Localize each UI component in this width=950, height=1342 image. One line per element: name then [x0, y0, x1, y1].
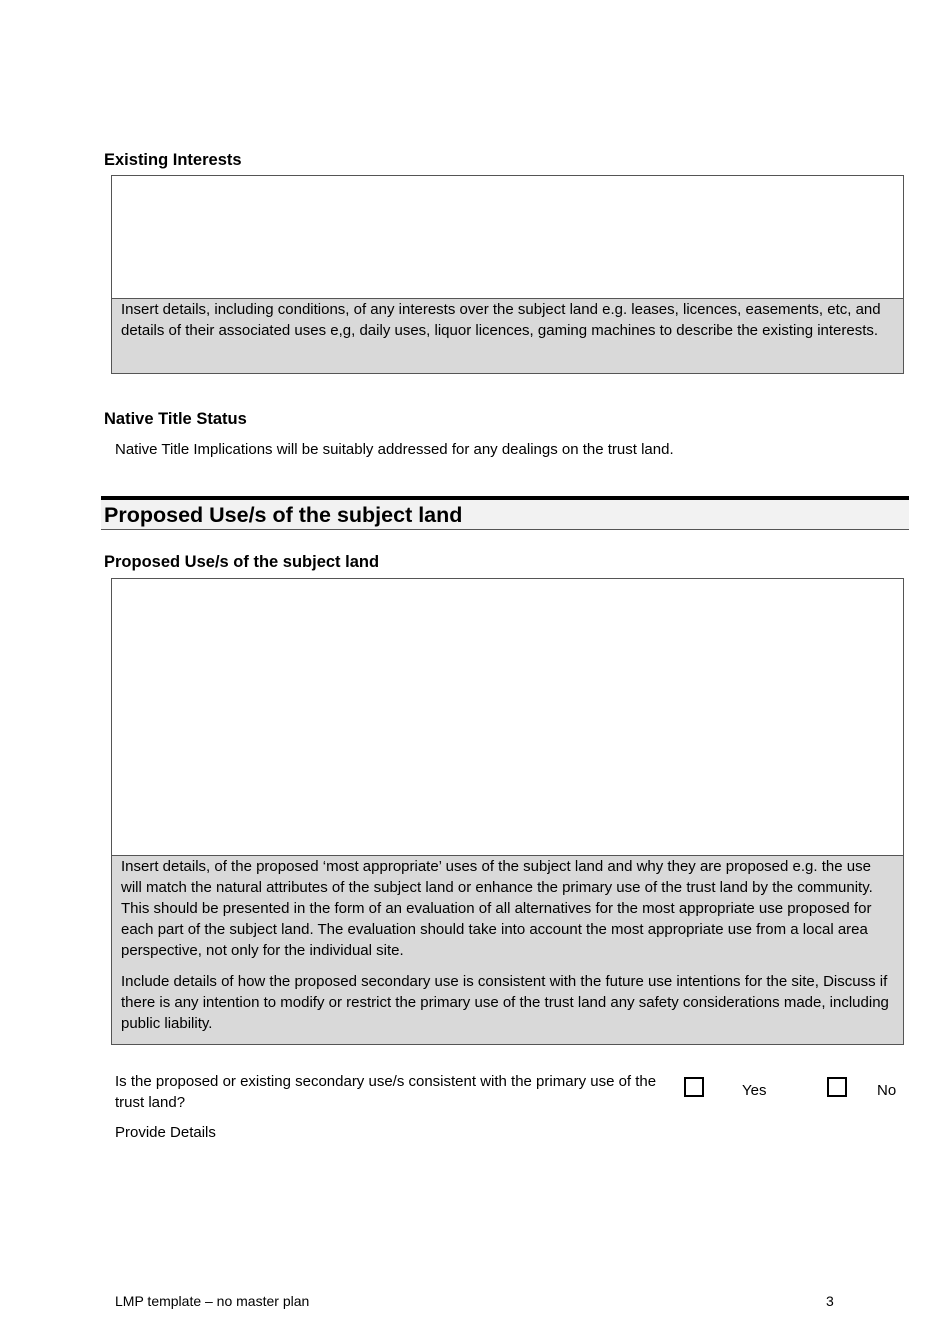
- consistency-question: Is the proposed or existing secondary use/s consistent with the primary use of the trust land?: [115, 1073, 657, 1111]
- existing-interests-box: [111, 175, 904, 374]
- existing-interests-instruction: [112, 298, 903, 373]
- proposed-uses-input[interactable]: [112, 579, 903, 856]
- existing-interests-input[interactable]: [112, 176, 903, 299]
- proposed-uses-section-header: [101, 496, 909, 530]
- existing-interests-heading: Existing Interests: [104, 151, 242, 169]
- native-title-text: Native Title Implications will be suitably addressed for any dealings on the trust land.: [115, 441, 674, 458]
- existing-interests-instruction-text: Insert details, including conditions, of any interests over the subject land e.g. leases, licences, easements, etc, and details of their associated uses e,g, daily uses, liquor licences, gaming machines to describe the existing interests.: [121, 301, 881, 339]
- proposed-uses-instruction-text-1: Insert details, of the proposed ‘most appropriate’ uses of the subject land and why they are proposed e.g. the use will match the natural attributes of the subject land or enhance the primary use of the trust land by the community. This should be presented in the form of an evaluation of all alternatives for the most appropriate use proposed for each part of the subject land. The evaluation should take into account the most appropriate use from a local area perspective, not only for the individual site.: [121, 858, 873, 959]
- page-number: 3: [826, 1293, 834, 1309]
- provide-details-label: Provide Details: [115, 1124, 216, 1141]
- proposed-uses-heading: Proposed Use/s of the subject land: [104, 553, 380, 571]
- proposed-uses-box: [111, 578, 904, 1045]
- proposed-uses-instruction-text-2: Include details of how the proposed secondary use is consistent with the future use intentions for the site, Discuss if there is any intention to modify or restrict the primary use of the trust land any safety considerations made, including public liability.: [121, 973, 889, 1032]
- provide-details-input[interactable]: [115, 1146, 905, 1256]
- no-label: No: [877, 1082, 897, 1099]
- yes-checkbox[interactable]: [684, 1077, 704, 1097]
- section-title: Proposed Use/s of the subject land: [104, 503, 463, 527]
- proposed-uses-instruction: [112, 855, 903, 1044]
- native-title-heading: Native Title Status: [104, 410, 247, 428]
- footer-title: LMP template – no master plan: [115, 1293, 310, 1309]
- no-checkbox[interactable]: [827, 1077, 847, 1097]
- yes-label: Yes: [742, 1082, 767, 1099]
